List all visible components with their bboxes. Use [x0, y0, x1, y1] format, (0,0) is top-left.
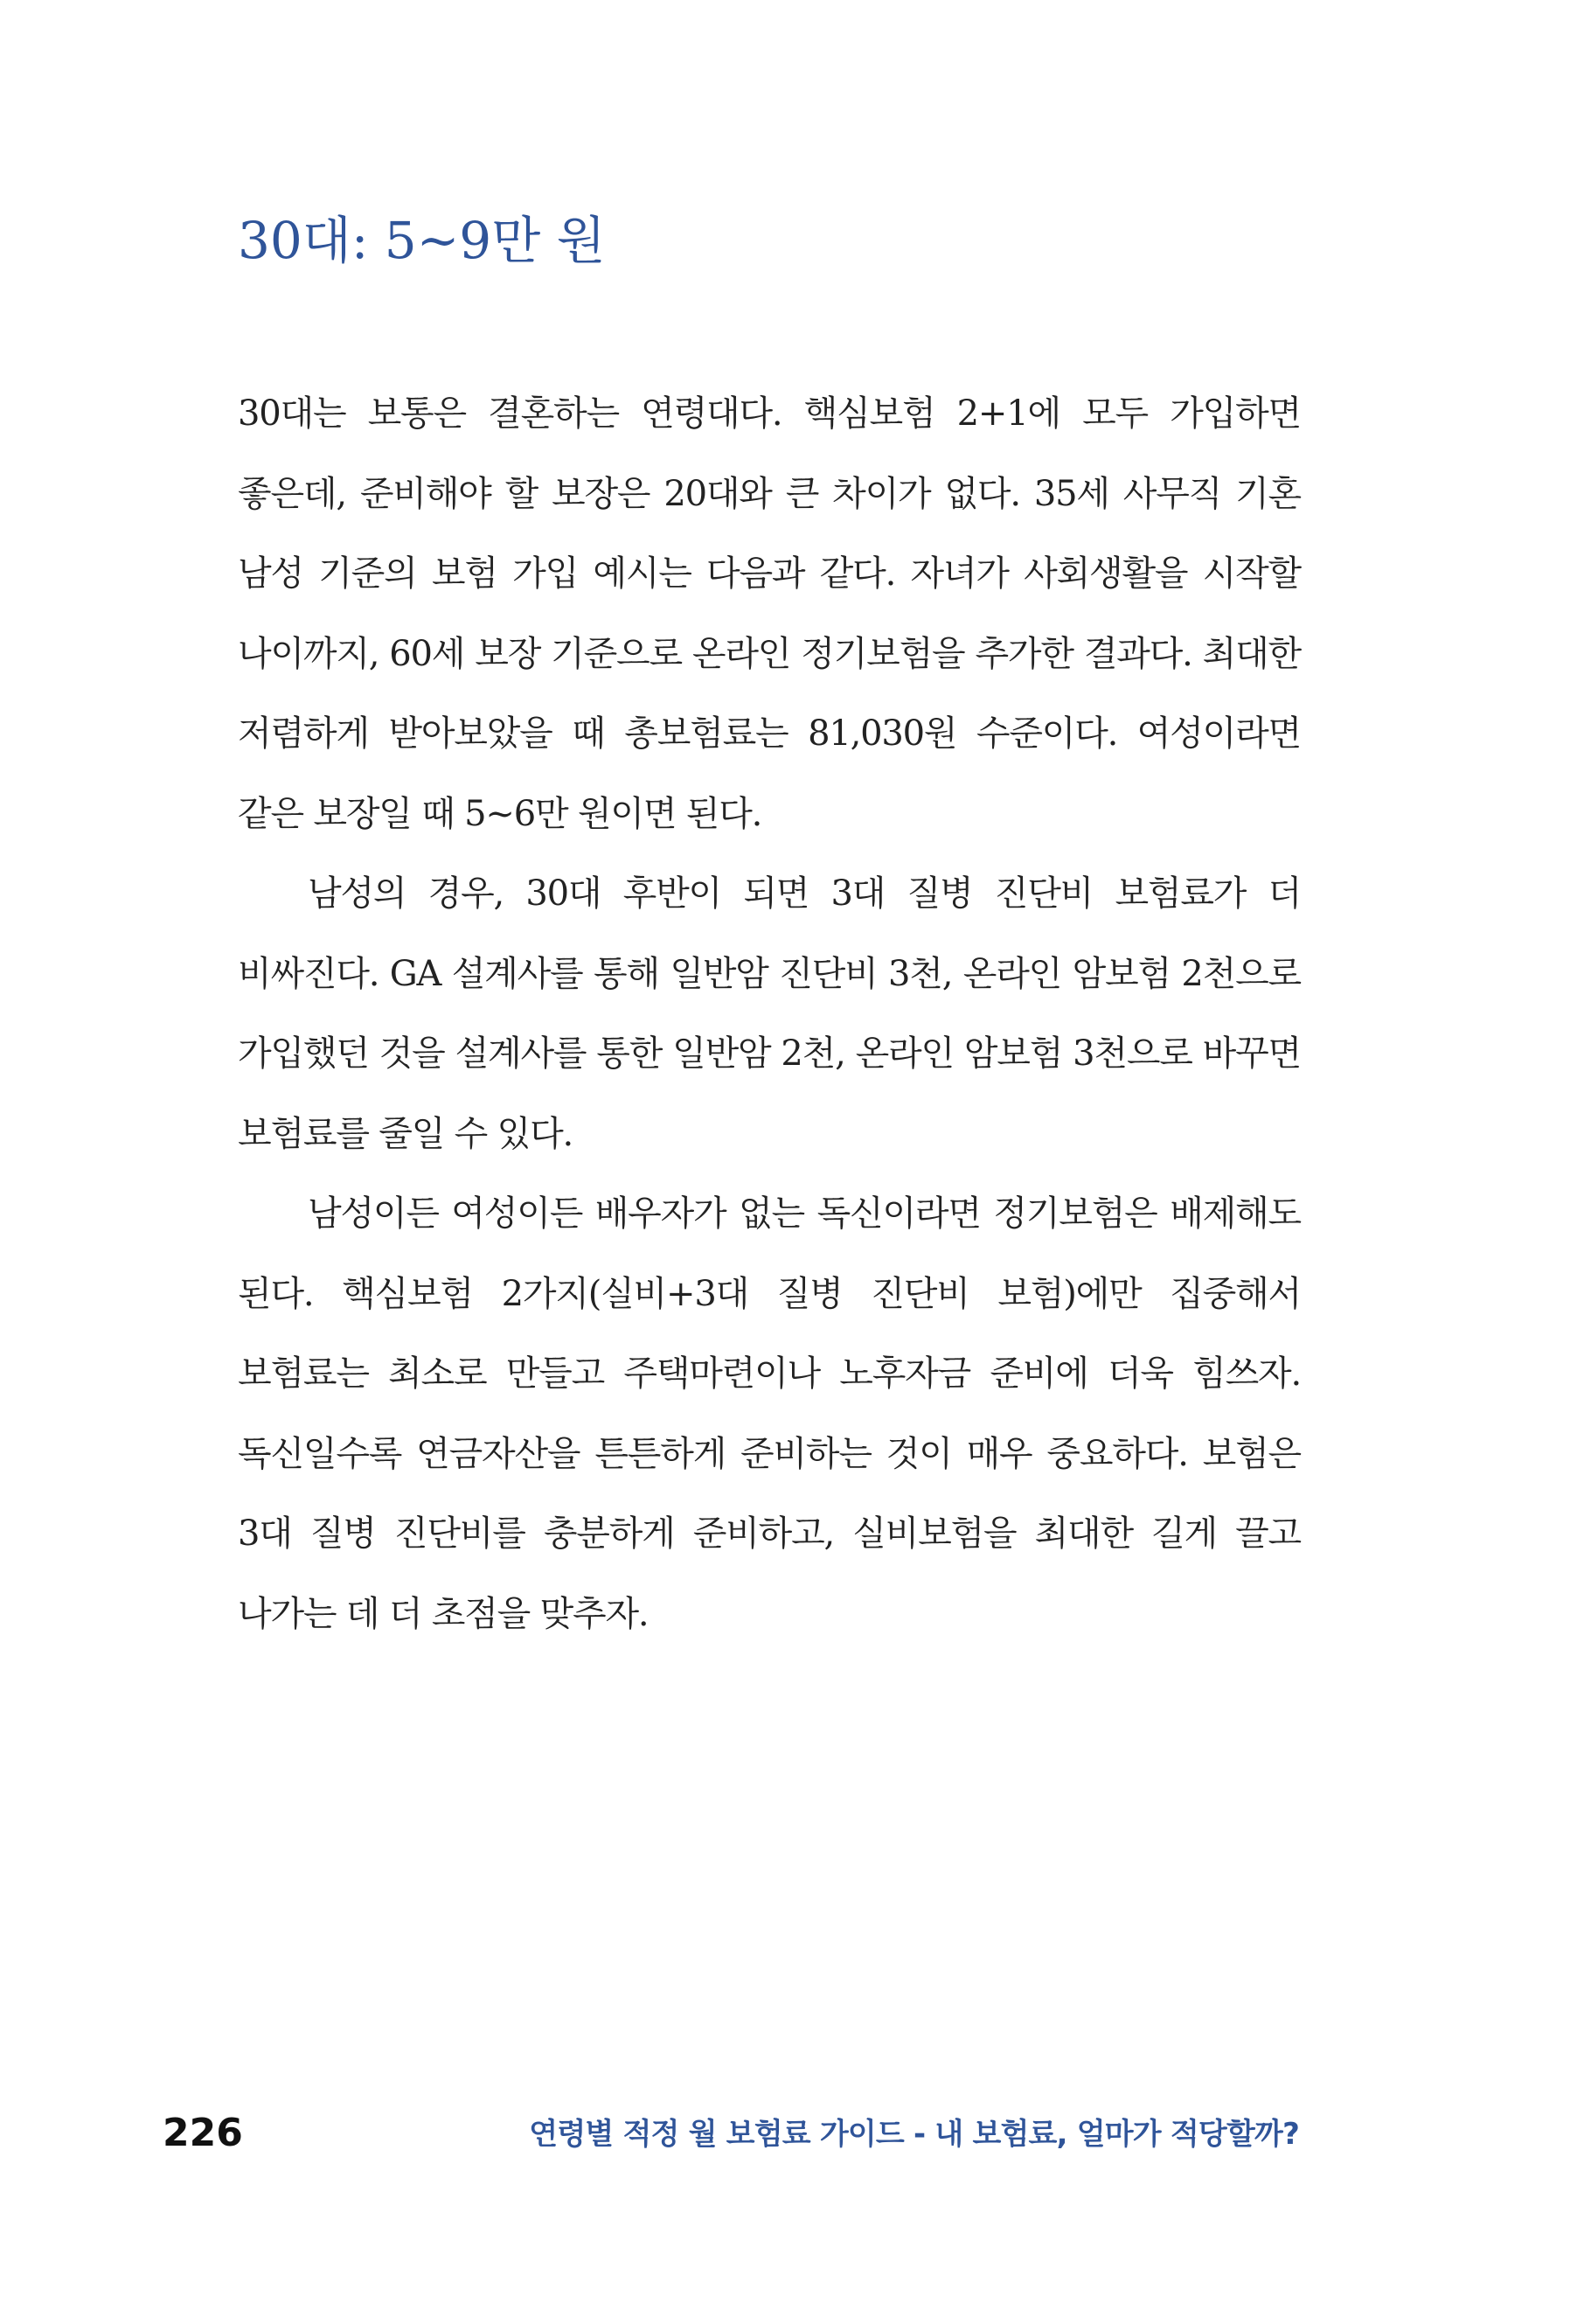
paragraph-3: 남성이든 여성이든 배우자가 없는 독신이라면 정기보험은 배제해도 된다. 핵심보험 2가지(실비+3대 질병 진단비 보험)에만 집중해서 보험료는 최소로 만들고 주택마련이나 노후자금 준비에 더욱 힘쓰자. 독신일수록 연금자산을 튼튼하게 준비하는 것이 매우 중요하다. 보험은 3대 질병 진단비를 충분하게 준비하고, 실비보험을 최대한 길게 끌고 나가는 데 더 초점을 맞추자.	[238, 1193, 1301, 1634]
paragraph-2: 남성의 경우, 30대 후반이 되면 3대 질병 진단비 보험료가 더 비싸진다. GA 설계사를 통해 일반암 진단비 3천, 온라인 암보험 2천으로 가입했던 것을 설계사를 통한 일반암 2천, 온라인 암보험 3천으로 바꾸면 보험료를 줄일 수 있다.	[238, 873, 1301, 1154]
section-title: 30대: 5~9만 원	[238, 211, 606, 270]
paragraph-1: 30대는 보통은 결혼하는 연령대다. 핵심보험 2+1에 모두 가입하면 좋은데, 준비해야 할 보장은 20대와 큰 차이가 없다. 35세 사무직 기혼 남성 기준의 보험 가입 예시는 다음과 같다. 자녀가 사회생활을 시작할 나이까지, 60세 보장 기준으로 온라인 정기보험을 추가한 결과다. 최대한 저렴하게 받아보았을 때 총보험료는 81,030원 수준이다. 여성이라면 같은 보장일 때 5~6만 원이면 된다.	[238, 393, 1301, 834]
body-text	[238, 374, 1301, 1654]
running-footer-title: 연령별 적정 월 보험료 가이드 - 내 보험료, 얼마가 적당할까?	[529, 2117, 1299, 2152]
page-number: 226	[163, 2111, 243, 2155]
